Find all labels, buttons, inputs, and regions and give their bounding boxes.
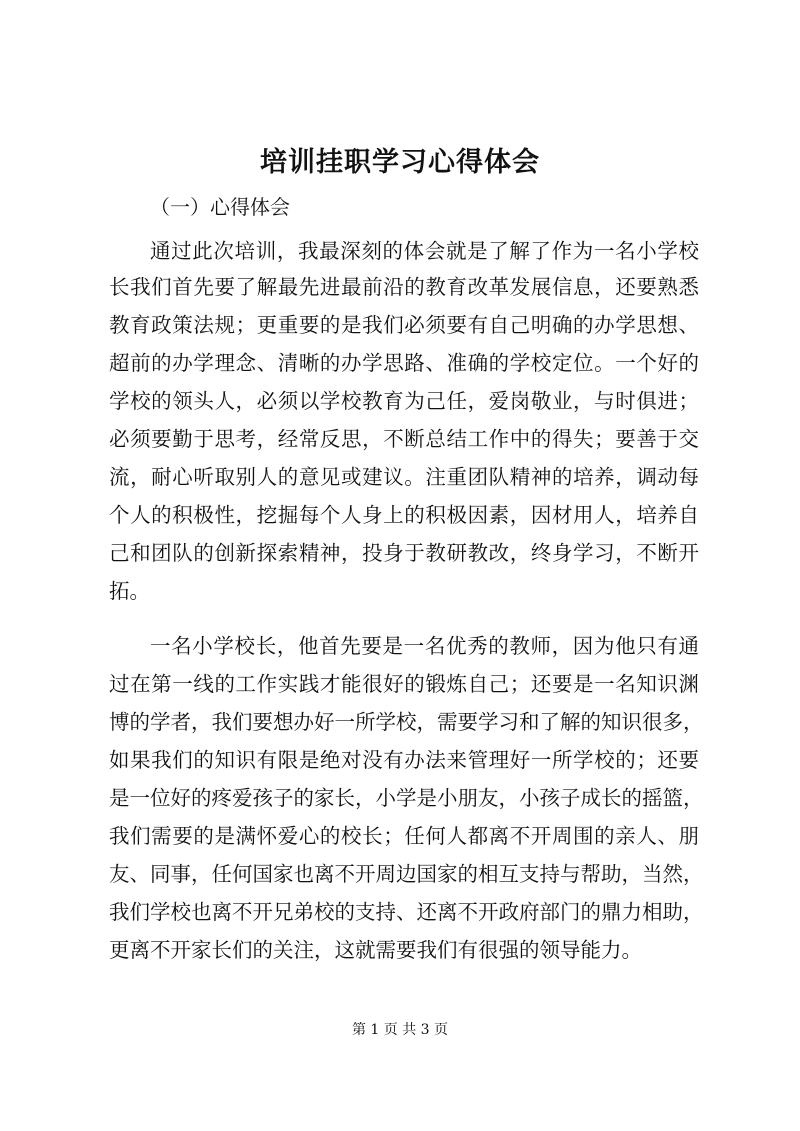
paragraph-2-line: 博的学者，我们要想办好一所学校，需要学习和了解的知识很多， — [109, 710, 704, 734]
paragraph-2-line: 我们需要的是满怀爱心的校长；任何人都离不开周围的亲人、朋 — [109, 824, 699, 848]
paragraph-1-line: 教育政策法规；更重要的是我们必须要有自己明确的办学思想、 — [109, 313, 699, 337]
paragraph-1-line: 个人的积极性，挖掘每个人身上的积极因素，因材用人，培养自 — [109, 503, 699, 527]
paragraph-2-line: 如果我们的知识有限是绝对没有办法来管理好一所学校的；还要 — [109, 748, 699, 772]
paragraph-1-line: 流，耐心听取别人的意见或建议。注重团队精神的培养，调动每 — [109, 465, 699, 489]
paragraph-2-line: 过在第一线的工作实践才能很好的锻炼自己；还要是一名知识渊 — [109, 672, 699, 696]
paragraph-1-line: 学校的领头人，必须以学校教育为己任，爱岗敬业，与时俱进； — [109, 389, 699, 413]
section-heading: （一）心得体会 — [150, 195, 290, 219]
paragraph-2-line: 友、同事，任何国家也离不开周边国家的相互支持与帮助，当然， — [109, 862, 704, 886]
paragraph-1-line: 必须要勤于思考，经常反思，不断总结工作中的得失；要善于交 — [109, 427, 699, 451]
paragraph-1-line: 超前的办学理念、清晰的办学思路、准确的学校定位。一个好的 — [109, 351, 699, 375]
page-footer: 第 1 页 共 3 页 — [351, 1022, 449, 1038]
paragraph-1-line: 拓。 — [109, 579, 150, 603]
paragraph-2-line: 一名小学校长，他首先要是一名优秀的教师，因为他只有通 — [150, 634, 699, 658]
paragraph-2-line: 更离不开家长们的关注，这就需要我们有很强的领导能力。 — [109, 938, 642, 962]
paragraph-1-line: 长我们首先要了解最先进最前沿的教育改革发展信息，还要熟悉 — [109, 275, 699, 299]
paragraph-1-line: 己和团队的创新探索精神，投身于教研教改，终身学习，不断开 — [109, 541, 699, 565]
paragraph-1-line: 通过此次培训，我最深刻的体会就是了解了作为一名小学校 — [150, 239, 699, 263]
paragraph-2-line: 我们学校也离不开兄弟校的支持、还离不开政府部门的鼎力相助， — [109, 900, 704, 924]
document-title: 培训挂职学习心得体会 — [260, 147, 540, 178]
paragraph-2-line: 是一位好的疼爱孩子的家长，小学是小朋友，小孩子成长的摇篮， — [109, 786, 704, 810]
